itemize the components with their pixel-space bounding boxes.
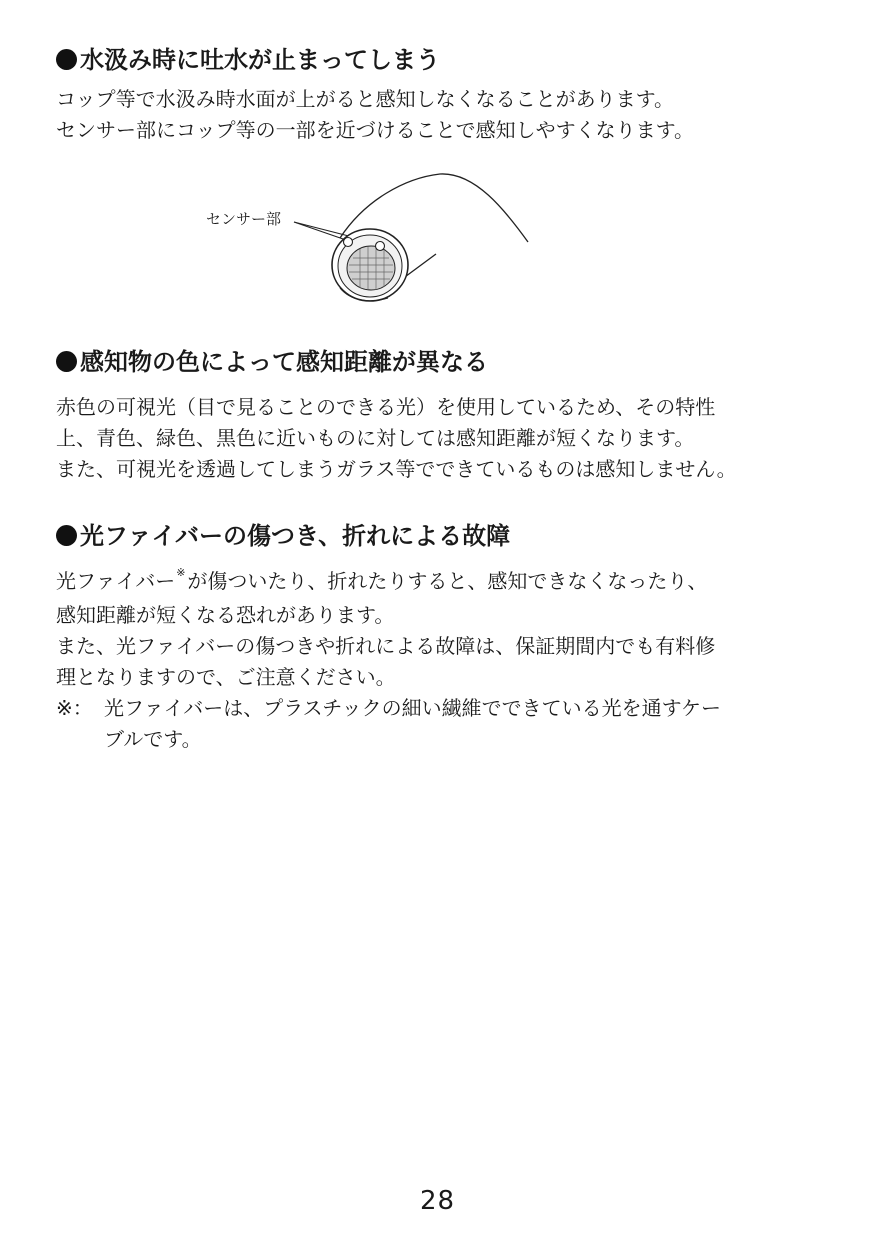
paragraph-line: 光ファイバー※ が傷ついたり、折れたりすると、感知できなくなったり、 — [56, 566, 708, 593]
footnote — [56, 693, 826, 755]
paragraph-line: 上、青色、緑色、黒色に近いものに対しては感知距離が短くなります。 — [56, 426, 695, 450]
bullet-icon — [56, 49, 77, 70]
paragraph-line: 感知距離が短くなる恐れがあります。 — [56, 603, 395, 627]
section-fiber-damage — [56, 519, 826, 755]
section-heading: 水汲み時に吐水が止まってしまう — [56, 43, 826, 77]
paragraph-line: 赤色の可視光（目で見ることのできる光）を使用しているため、その特性 — [56, 395, 716, 419]
faucet-sensor-figure — [190, 170, 550, 310]
footnote-line: ブルです。 — [104, 727, 202, 751]
page-number: 28 — [419, 1186, 456, 1216]
section-water-stop — [56, 43, 826, 146]
section-heading: 光ファイバーの傷つき、折れによる故障 — [56, 519, 826, 553]
paragraph-line: また、光ファイバーの傷つきや折れによる故障は、保証期間内でも有料修 — [56, 634, 716, 658]
faucet-spout-illustration — [190, 170, 550, 310]
paragraph-line: 理となりますので、ご注意ください。 — [56, 665, 396, 689]
paragraph-line: コップ等で水汲み時水面が上がると感知しなくなることがあります。 — [56, 87, 674, 111]
sensor-label: センサー部 — [206, 210, 282, 228]
footnote-label: ※： — [56, 696, 93, 720]
section-heading: 感知物の色によって感知距離が異なる — [56, 345, 826, 379]
footnote-line: 光ファイバーは、プラスチックの細い繊維でできている光を通すケー — [104, 696, 721, 720]
paragraph-line: また、可視光を透過してしまうガラス等でできているものは感知しません。 — [56, 457, 737, 481]
paragraph-line: センサー部にコップ等の一部を近づけることで感知しやすくなります。 — [56, 118, 694, 142]
footnote-mark: ※ — [176, 566, 186, 579]
bullet-icon — [56, 351, 77, 372]
bullet-icon — [56, 525, 77, 546]
section-color-distance — [56, 345, 826, 485]
